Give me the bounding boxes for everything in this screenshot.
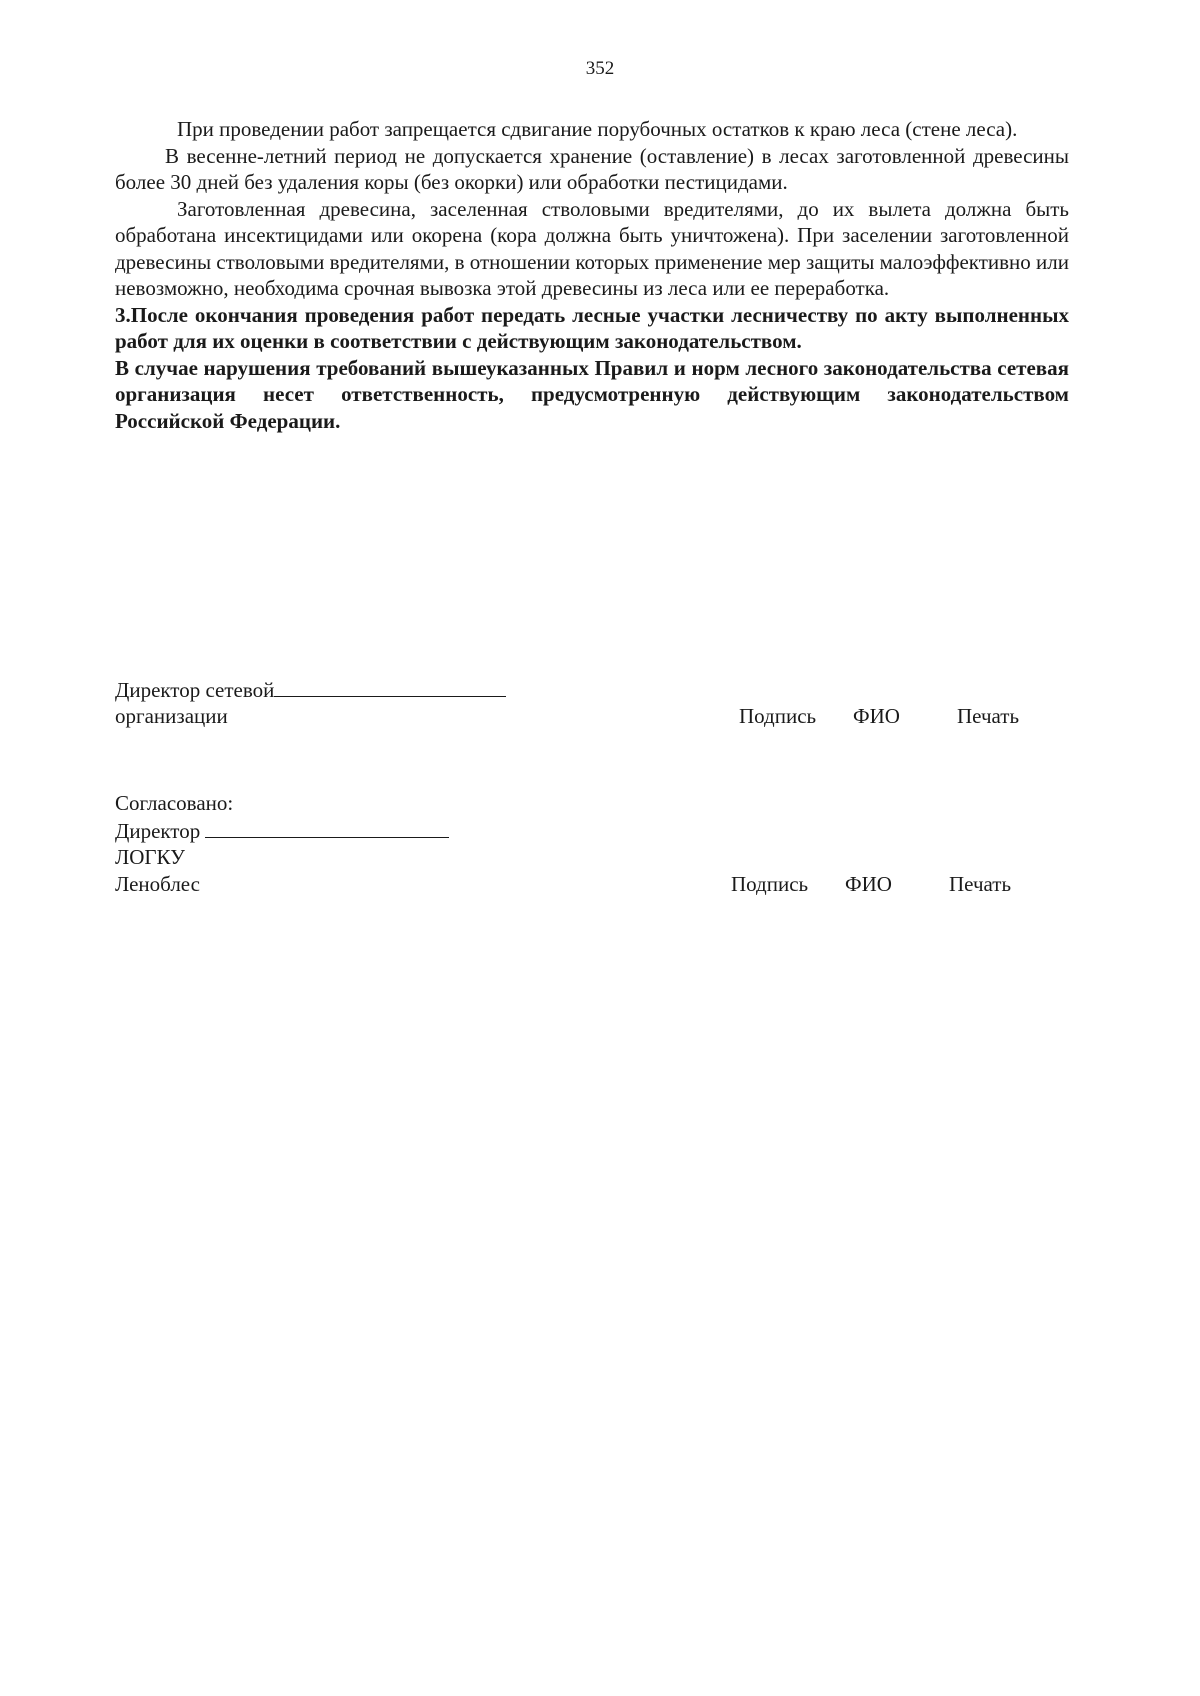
network-signature-captions [739,703,1019,730]
signature-block-agreed [115,790,1069,898]
paragraph-transfer-plots: 3.После окончания проведения работ передать лесные участки лесничеству по акту выполненных работ для их оценки в соответствии с действующим законодательством. [115,302,1069,353]
agreed-label: Согласовано: [115,791,234,815]
signature-row-labels [115,703,1069,730]
agreed-name-caption: ФИО [845,872,892,896]
agreed-director-row [115,817,1069,844]
agreed-signature-caption: Подпись [731,872,809,896]
agreed-agency-label: Леноблес [115,872,200,896]
document-body [115,116,1069,434]
network-director-label: Директор сетевой [115,678,275,702]
signature-row-title [115,676,1069,703]
signature-block-network [115,676,1069,730]
agreed-signature-captions [731,871,1011,898]
paragraph-pest-treatment: Заготовленная древесина, заселенная стволовыми вредителями, до их вылета должна быть обработана инсектицидами или окорена (кора должна быть уничтожена). При заселении заготовленной древесины стволовыми вредителями, в отношении которых применение мер защиты малоэффективно или невозможно, необходима срочная вывозка этой древесины из леса или ее переработка. [115,196,1070,300]
paragraph-slash-removal: При проведении работ запрещается сдвигание порубочных остатков к краю леса (стене леса). [177,117,1018,141]
agreed-row [115,790,1069,817]
paragraph-storage-period: В весенне-летний период не допускается хранение (оставление) в лесах заготовленной древесины более 30 дней без удаления коры (без окорки) или обработки пестицидами. [115,143,1069,194]
agreed-stamp-caption: Печать [949,872,1012,896]
network-name-caption: ФИО [853,704,900,728]
network-signature-line [274,676,506,697]
paragraph-liability [115,355,1069,435]
network-organization-label: организации [115,704,228,728]
agreed-labels-row [115,871,1069,898]
network-signature-caption: Подпись [739,704,817,728]
agreed-signature-line [205,817,449,838]
liability-period: . [335,408,341,433]
liability-text: В случае нарушения требований вышеуказанных Правил и норм лесного законодательства сетевая организация несет ответственность, предусмотренную действующим законодательством Российской Федерации [115,355,1069,433]
page-number: 352 [585,58,615,79]
agreed-director-label: Директор [115,819,201,843]
agreed-org-row [115,844,1069,871]
agreed-org-label: ЛОГКУ [115,845,186,869]
network-stamp-caption: Печать [957,704,1020,728]
